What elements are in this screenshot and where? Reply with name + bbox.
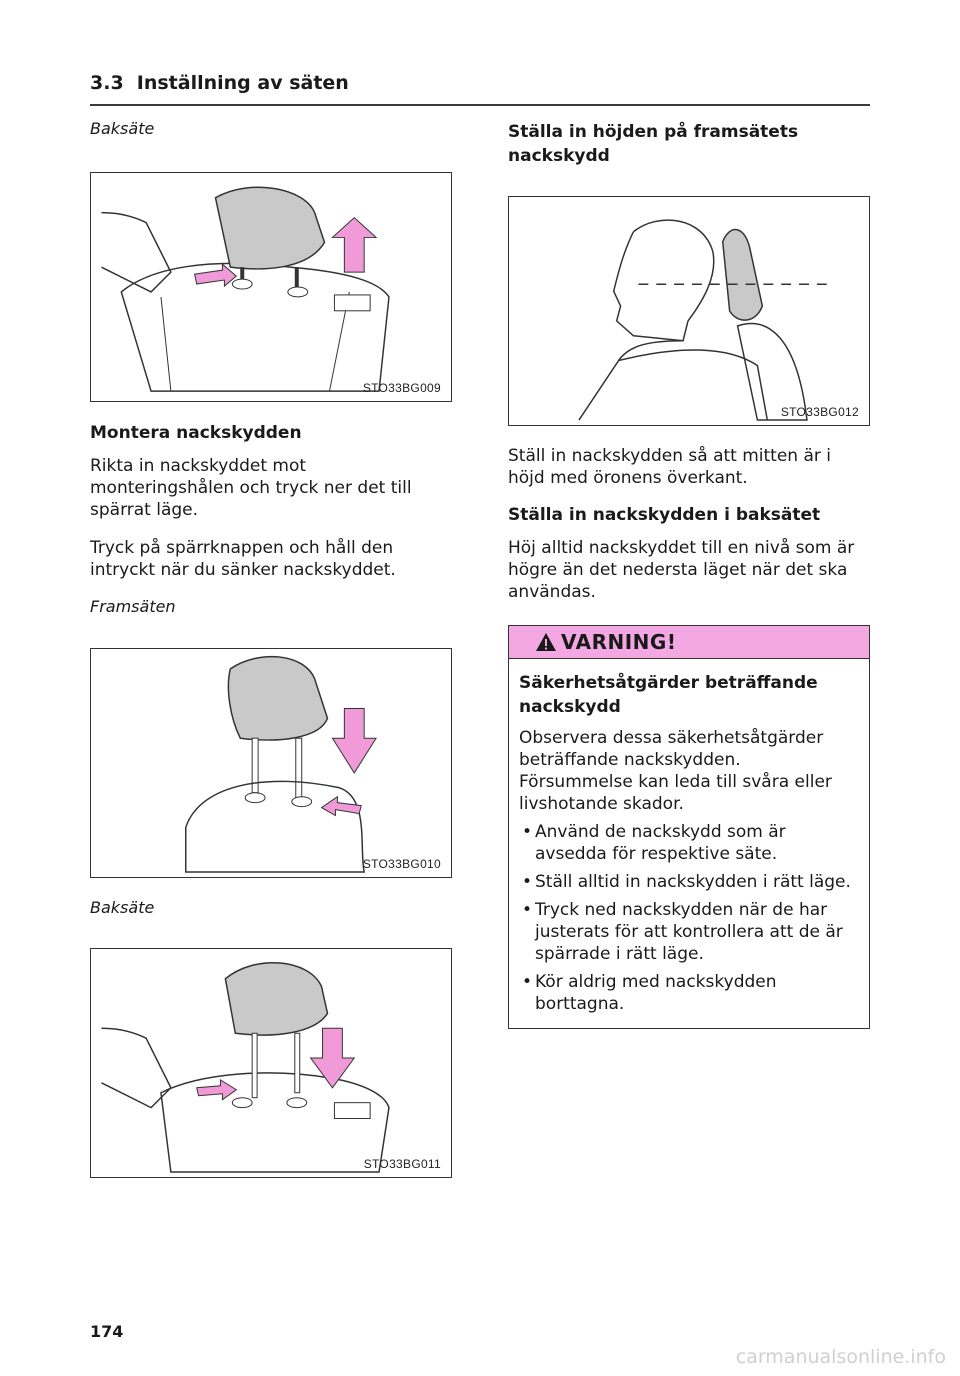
figure-code: STO33BG011 <box>363 1157 441 1171</box>
paragraph-lock-button: Tryck på spärrknappen och håll den intryckt när du sänker nackskyddet. <box>90 538 396 580</box>
warning-title: Säkerhetsåtgärder beträffande nackskydd <box>519 673 818 717</box>
section-header <box>90 72 870 106</box>
warning-bullet: • Använd de nackskydd som är avsedda för respektive säte. <box>521 822 786 864</box>
warning-bullet: • Kör aldrig med nackskydden borttagna. <box>521 972 777 1014</box>
front-headrest-height-illustration <box>509 197 869 425</box>
watermark-text: carmanualsonline.info <box>735 1346 946 1368</box>
paragraph-raise-headrest: Höj alltid nackskyddet till en nivå som är högre än det nedersta läget när det ska användas. <box>508 538 855 602</box>
figure-front-headrest-height <box>508 196 870 426</box>
section-title: Inställning av säten <box>136 72 349 94</box>
rear-headrest-lower-illustration <box>91 949 451 1177</box>
warning-triangle-icon <box>535 632 557 652</box>
caption-front-seats: Framsäten <box>90 597 176 616</box>
figure-code: STO33BG009 <box>362 381 441 395</box>
warning-bullet: • Tryck ned nackskydden när de har justerats för att kontrollera att de är spärrade i rätt läge. <box>521 900 843 964</box>
warning-label: VARNING! <box>561 630 677 654</box>
figure-front-headrest-lower <box>90 648 452 878</box>
caption-rear-seat: Baksäte <box>90 119 155 138</box>
figure-code: STO33BG012 <box>780 405 859 419</box>
paragraph-mount-instructions: Rikta in nackskyddet mot monteringshålen och tryck ner det till spärrat läge. <box>90 456 412 520</box>
warning-intro: Observera dessa säkerhetsåtgärder beträffande nackskydden. Försummelse kan leda till svåra eller livshotande skador. <box>519 728 832 814</box>
heading-mount-headrest: Montera nackskydden <box>90 423 302 443</box>
front-headrest-lower-illustration <box>91 649 451 877</box>
rear-headrest-raise-illustration <box>91 173 451 401</box>
warning-box <box>508 625 870 1029</box>
heading-front-headrest-height: Ställa in höjden på framsätets nackskydd <box>508 122 799 166</box>
paragraph-adjust-height: Ställ in nackskydden så att mitten är i höjd med öronens överkant. <box>508 446 831 488</box>
left-column <box>90 118 452 138</box>
figure-rear-headrest-raise <box>90 172 452 402</box>
page-number: 174 <box>90 1322 124 1341</box>
warning-bullet: • Ställ alltid in nackskydden i rätt läge. <box>521 872 851 892</box>
warning-header <box>509 626 869 659</box>
section-number: 3.3 <box>90 72 124 94</box>
warning-body <box>509 659 869 1015</box>
figure-rear-headrest-lower <box>90 948 452 1178</box>
figure-code: STO33BG010 <box>362 857 441 871</box>
caption-rear-seat-2: Baksäte <box>90 898 155 917</box>
watermark-logo <box>680 1342 950 1370</box>
heading-rear-headrest-adjust: Ställa in nackskydden i baksätet <box>508 505 821 525</box>
